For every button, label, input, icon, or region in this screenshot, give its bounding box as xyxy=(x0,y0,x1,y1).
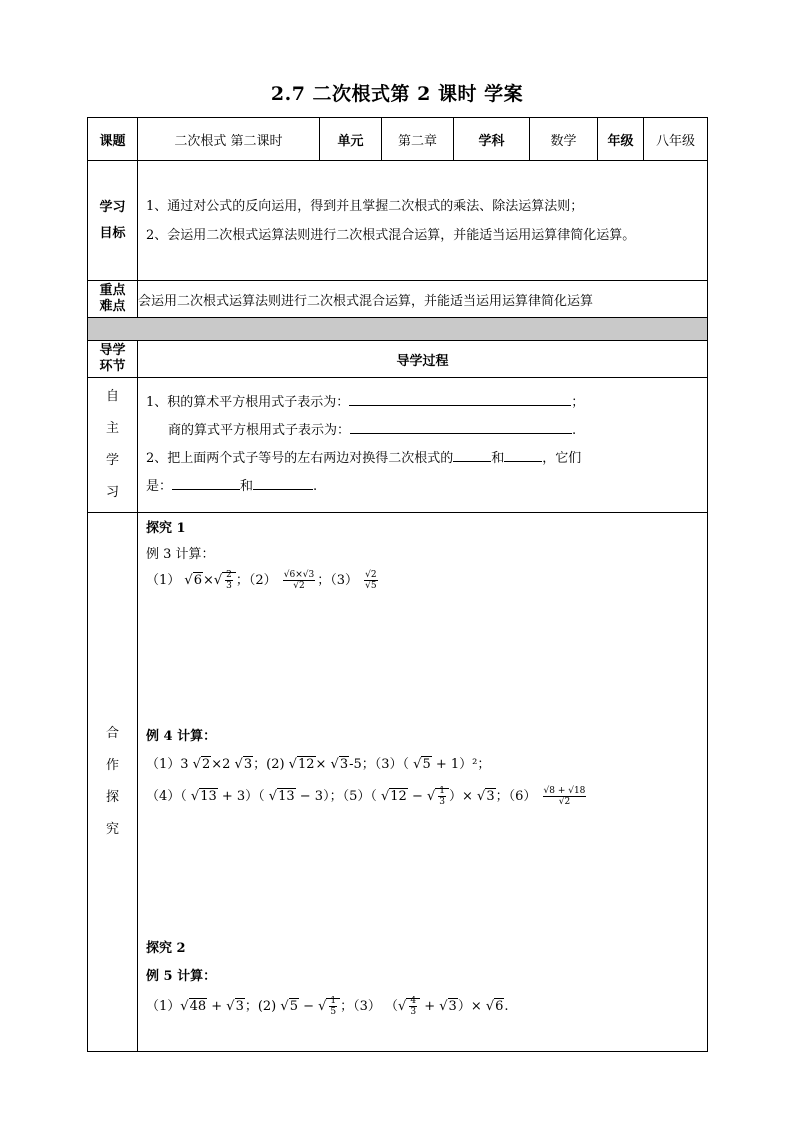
explore-1-heading: 探究 1 xyxy=(146,521,186,536)
subject-label: 学科 xyxy=(454,118,530,161)
gray-separator-row xyxy=(88,318,708,341)
q2-text: 2、把上面两个式子等号的左右两边对换得二次根式的 xyxy=(146,451,454,466)
example-5-title: 例 5 计算： xyxy=(146,969,217,984)
self-study-char-2: 主 xyxy=(105,421,119,436)
coop-char-2: 作 xyxy=(105,758,119,773)
answer-blank[interactable] xyxy=(504,449,542,462)
q2-and: 和 xyxy=(491,451,505,466)
self-study-char-3: 学 xyxy=(105,453,119,468)
self-study-content xyxy=(138,378,708,513)
unit-value: 第二章 xyxy=(382,118,454,161)
course-value: 二次根式 第二课时 xyxy=(138,118,320,161)
guide-row xyxy=(88,341,708,378)
gray-separator xyxy=(88,318,708,341)
example-4-row-2: （4）（ √13 + 3）（ √13 − 3）；（5）（ √12 − √ $\frac{1}{3}$ ）× √3；（6） $\frac{√8 + √18}{√2}$ xyxy=(146,786,586,807)
key-content: 会运用二次根式运算法则进行二次根式混合运算，并能适当运用运算律简化运算 xyxy=(138,281,708,318)
q2-mid: ，它们 xyxy=(542,451,582,466)
coop-row xyxy=(88,513,708,1052)
key-label xyxy=(88,281,138,318)
worksheet-table xyxy=(87,117,708,1052)
self-study-q2b xyxy=(146,473,707,501)
header-row xyxy=(88,118,708,161)
q1b-text: 商的算式平方根用式子表示为： xyxy=(168,423,351,438)
q1b-end: . xyxy=(572,423,577,438)
self-study-char-1: 自 xyxy=(105,389,119,404)
self-study-q1b xyxy=(146,417,707,445)
coop-content xyxy=(138,513,708,1052)
self-study-row xyxy=(88,378,708,513)
key-label-line-1: 重点 xyxy=(99,283,126,298)
page-title: 2.7 二次根式第 2 课时 学案 xyxy=(270,83,524,105)
example-3-problems: （1） √6×√ $\frac{2}{3}$ ；（2） $\frac{√6\times√3}{√2}$ ；（3） $\frac{√2}{√5}$ xyxy=(146,570,377,591)
goal-item-2: 2、会运用二次根式运算法则进行二次根式混合运算，并能适当运用运算律简化运算。 xyxy=(146,227,636,243)
coop-char-3: 探 xyxy=(105,790,119,805)
self-study-q1 xyxy=(146,389,707,417)
course-label: 课题 xyxy=(88,118,138,161)
guide-label-line-2: 环节 xyxy=(99,359,126,374)
example-3-title: 例 3 计算： xyxy=(146,547,215,562)
key-label-line-2: 难点 xyxy=(99,299,126,314)
coop-char-1: 合 xyxy=(105,726,119,741)
grade-label: 年级 xyxy=(598,118,644,161)
grade-value: 八年级 xyxy=(644,118,708,161)
guide-label xyxy=(88,341,138,378)
self-study-char-4: 习 xyxy=(105,485,119,500)
q2-and2: 和 xyxy=(240,479,254,494)
goals-label-line-1: 学习 xyxy=(99,199,126,215)
goals-label xyxy=(88,161,138,281)
answer-blank[interactable] xyxy=(350,421,572,434)
answer-blank[interactable] xyxy=(349,393,571,406)
q1-text: 1、积的算术平方根用式子表示为： xyxy=(146,395,350,410)
unit-label: 单元 xyxy=(320,118,382,161)
answer-blank[interactable] xyxy=(453,449,491,462)
q1-end: ； xyxy=(571,395,585,410)
example-4-title: 例 4 计算： xyxy=(146,729,217,744)
q2-is: 是： xyxy=(146,479,173,494)
self-study-q2 xyxy=(146,445,707,473)
guide-label-line-1: 导学 xyxy=(99,343,126,358)
guide-heading: 导学过程 xyxy=(138,341,708,378)
goals-label-line-2: 目标 xyxy=(99,225,126,241)
q2-end: . xyxy=(313,479,318,494)
goals-content xyxy=(138,161,708,281)
goal-item-1: 1、通过对公式的反向运用，得到并且掌握二次根式的乘法、除法运算法则； xyxy=(146,198,584,214)
subject-value: 数学 xyxy=(530,118,598,161)
explore-2-heading: 探究 2 xyxy=(146,941,186,956)
coop-char-4: 究 xyxy=(105,822,119,837)
self-study-label xyxy=(88,378,138,513)
answer-blank[interactable] xyxy=(253,477,313,490)
answer-blank[interactable] xyxy=(172,477,240,490)
key-row xyxy=(88,281,708,318)
coop-label xyxy=(88,513,138,1052)
example-4-row-1: （1）3 √2×2 √3；(2) √12× √3-5；（3）（ √5 + 1）²； xyxy=(146,757,491,772)
example-5-problems: （1）√48 + √3；(2) √5 − √ $\frac{1}{5}$ ；（3） （√ $\frac{4}{3}$ + √3）× √6. xyxy=(146,996,509,1017)
goals-row xyxy=(88,161,708,281)
